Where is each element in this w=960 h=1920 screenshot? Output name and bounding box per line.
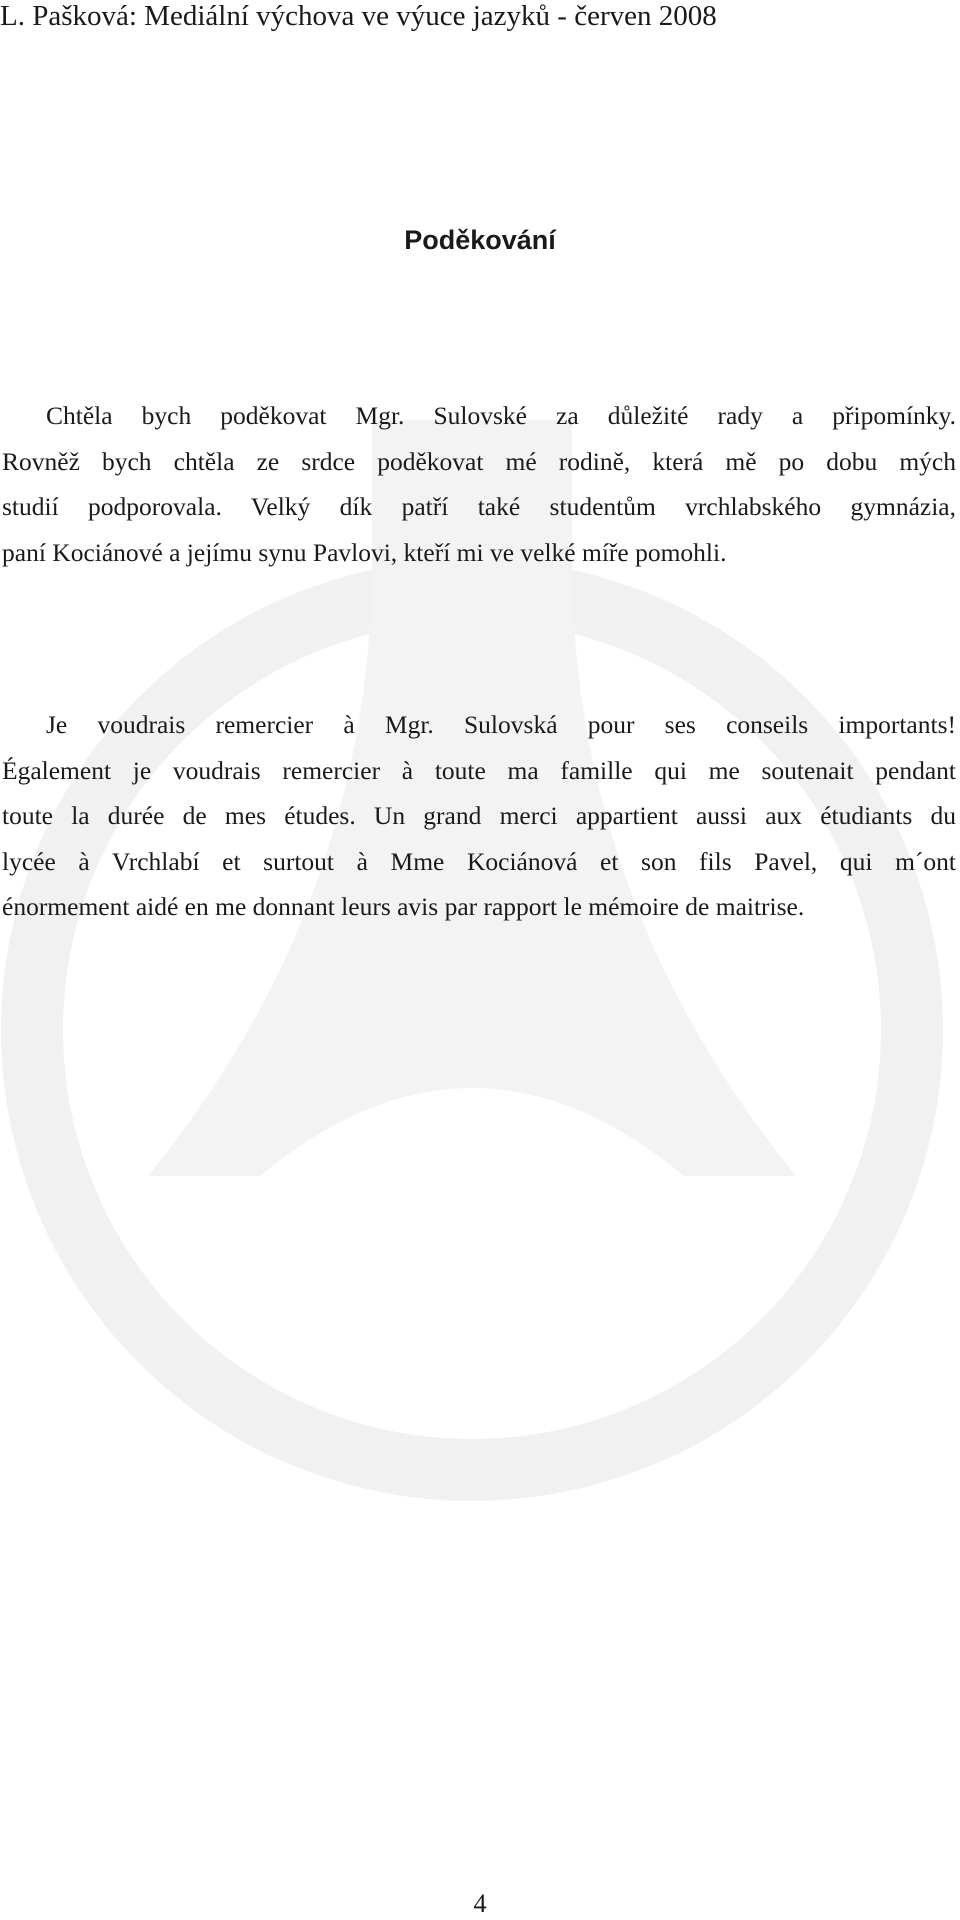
page-title: Poděkování	[404, 225, 556, 255]
page-number: 4	[473, 1889, 487, 1918]
paragraph-line: studií podporovala. Velký dík patří také studentům vrchlabského gymnázia,	[2, 492, 956, 521]
paragraph-line: lycée à Vrchlabí et surtout à Mme Kociánová et son fils Pavel, qui m´ont	[2, 846, 956, 876]
paragraph-line: toute la durée de mes études. Un grand merci appartient aussi aux étudiants du	[2, 801, 956, 830]
acknowledgement-paragraph-french	[2, 702, 956, 930]
paragraph-line: paní Kociánové a jejímu synu Pavlovi, kteří mi ve velké míře pomohli.	[2, 537, 727, 567]
paragraph-line: Rovněž bych chtěla ze srdce poděkovat mé rodině, která mě po dobu mých	[2, 446, 956, 476]
acknowledgement-paragraph-czech	[2, 393, 956, 575]
paragraph-line: Je voudrais remercier à Mgr. Sulovská pour ses conseils importants!	[46, 710, 956, 739]
paragraph-line: Également je voudrais remercier à toute ma famille qui me soutenait pendant	[2, 755, 956, 785]
running-header: L. Pašková: Mediální výchova ve výuce jazyků - červen 2008	[0, 0, 717, 32]
paragraph-line: Chtěla bych poděkovat Mgr. Sulovské za důležité rady a připomínky.	[46, 401, 956, 430]
paragraph-line: énormement aidé en me donnant leurs avis par rapport le mémoire de maitrise.	[2, 892, 805, 921]
